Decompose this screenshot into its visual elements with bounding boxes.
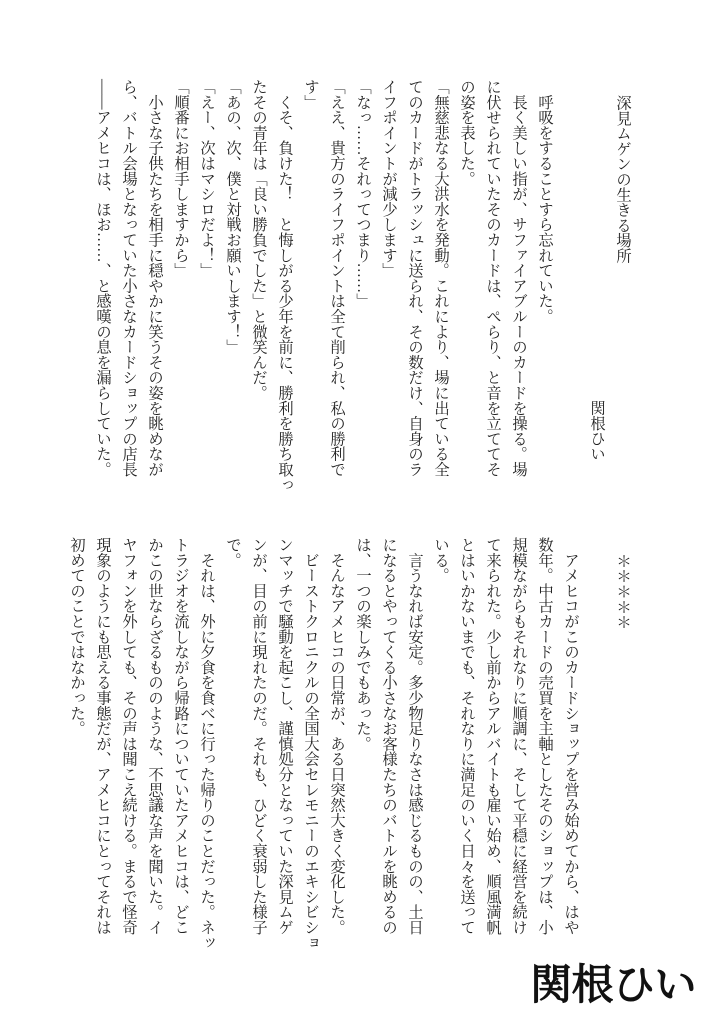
text-column: 現象のようにも思える事態だが、アメヒコにとってそれは [94,537,111,935]
section-separator: ＊＊＊＊＊ [614,553,631,630]
text-column: アメヒコがこのカードショップを営み始めてから、はや [562,537,579,935]
text-column: ——アメヒコは、ほお……、と感嘆の息を漏らしていた。 [94,79,111,477]
text-column: くそ、負けた！ と悔しがる少年を前に、勝利を勝ち取っ [276,79,293,493]
text-column: ンマッチで騒動を起こし、謹慎処分となっていた深見ムゲ [276,537,293,935]
text-column: それは、外に夕食を食べに行った帰りのことだった。ネッ [198,537,215,951]
text-column: 呼吸をすることすら忘れていた。 [536,79,553,324]
text-column: に伏せられていたそのカードは、ぺらり、と音を立ててそ [484,79,501,477]
text-column: かこの世ならざるもののような、不思議な声を聞いた。イ [146,537,163,935]
text-column: たその青年は「良い勝負でした」と微笑んだ。 [250,79,267,401]
text-column: いる。 [432,537,449,583]
text-column: イフポイントが減少します」 [380,79,397,278]
story-section-2 [0,537,722,977]
text-column: トラジオを流しながら帰路についていたアメヒコは、どこ [172,537,189,935]
text-column: は、一つの楽しみでもあった。 [354,537,371,752]
author-name: 関根ひい [588,400,605,462]
text-column: 長く美しい指が、サファイアブルーのカードを操る。場 [510,79,527,477]
text-column: で。 [224,537,241,568]
text-column: の姿を表した。 [458,79,475,187]
text-column: 数年。中古カードの売買を主軸としたそのショップは、小 [536,537,553,935]
story-title: 深見ムゲンの生きる場所 [614,95,631,264]
text-column: 初めてのことではなかった。 [68,537,85,736]
text-column: て来られた。少し前からアルバイトも雇い始め、順風満帆 [484,537,501,935]
text-column: 規模ながらもそれなりに順調に、そして平穏に経営を続け [510,537,527,935]
text-column: ヤフォンを外しても、その声は聞こえ続ける。まるで怪奇 [120,537,137,935]
text-column: 「えー、次はマシロだよ！」 [198,79,215,278]
text-column: 「あの、次、僕と対戦お願いします！」 [224,79,241,355]
text-column: 「順番にお相手しますから」 [172,79,189,278]
text-column: とはいかないまでも、それなりに満足のいく日々を送って [458,537,475,935]
text-column: 小さな子供たちを相手に穏やかに笑うその姿を眺めなが [146,79,163,477]
text-column: 「無慈悲なる大洪水を発動。これにより、場に出ている全 [432,79,449,477]
text-column: 「ええ、貴方のライフポイントは全て削られ、私の勝利で [328,79,345,477]
author-stamp: 関根ひい [530,960,697,1009]
text-column: 「なっ……それってつまり……」 [354,79,371,309]
text-column: す」 [302,79,319,110]
text-column: ンが、目の前に現れたのだ。それも、ひどく衰弱した様子 [250,537,267,935]
text-column: になるとやってくる小さなお客様たちのバトルを眺めるの [380,537,397,935]
story-section-1 [0,79,722,519]
text-column: てのカードがトラッシュに送られ、その数だけ、自身のラ [406,79,423,477]
text-column: そんなアメヒコの日常が、ある日突然大きく変化した。 [328,537,345,935]
text-column: ら、バトル会場となっていた小さなカードショップの店長 [120,79,137,477]
text-column: 言うなれば安定。多少物足りなさは感じるものの、土日 [406,537,423,935]
text-column: ビーストクロニクルの全国大会セレモニーのエキシビショ [302,537,319,951]
